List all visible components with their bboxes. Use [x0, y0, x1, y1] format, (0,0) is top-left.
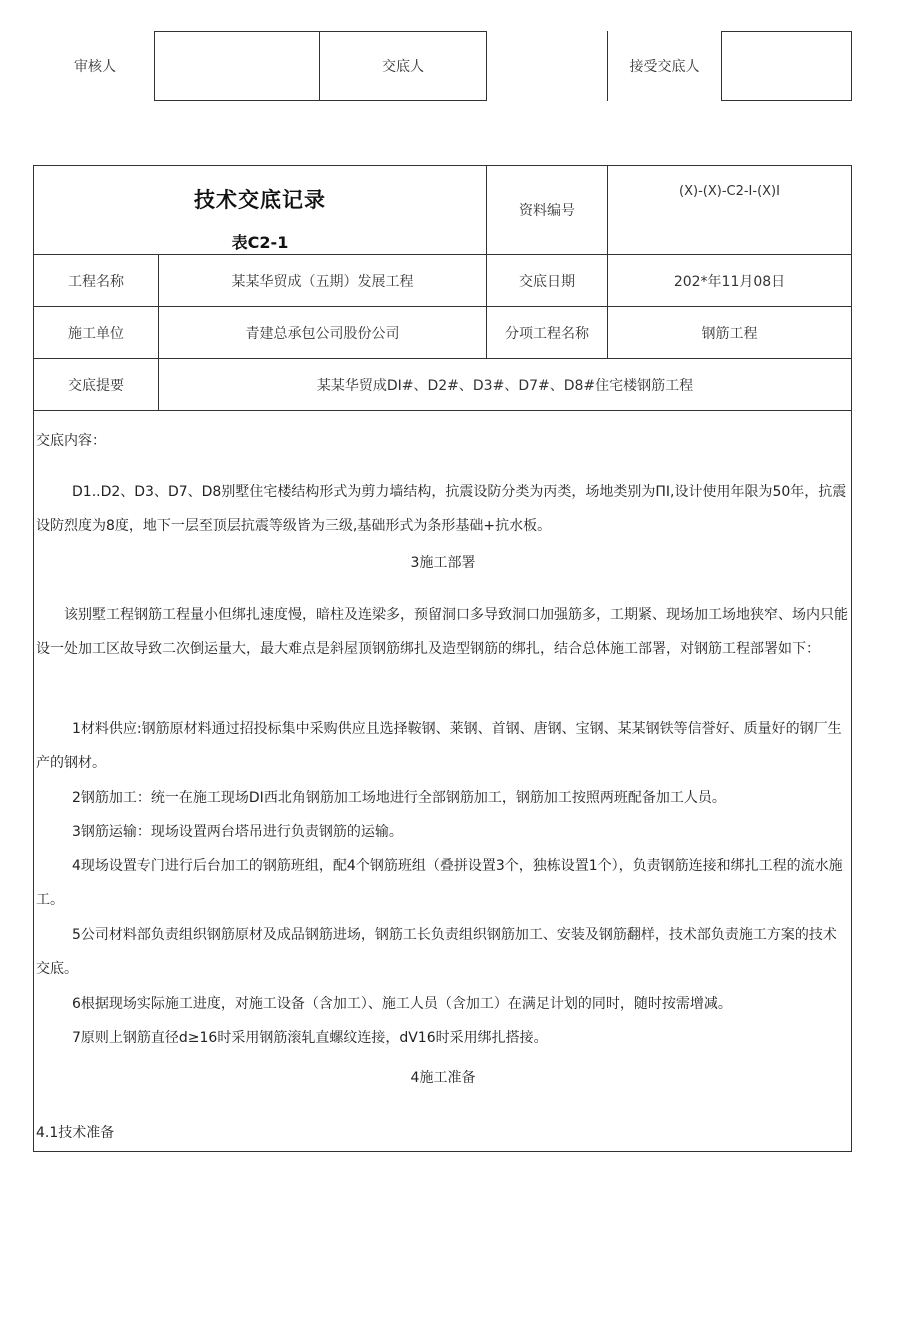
list-item: 3钢筋运输：现场设置两台塔吊进行负责钢筋的运输。	[72, 824, 403, 840]
section-4-title: 4施工准备	[410, 1070, 476, 1086]
summary-label: 交底提要	[68, 377, 124, 394]
list-item: 1材料供应:钢筋原材料通过招投标集中采购供应且选择鞍钢、莱钢、首钢、唐钢、宝钢、某某钢铁等信誉好、质量好的钢厂生产的钢材。	[36, 721, 842, 771]
reviewer-label: 审核人	[74, 59, 116, 75]
date-label: 交底日期	[519, 273, 575, 290]
project-name-value: 某某华贸成（五期）发展工程	[231, 273, 414, 290]
section-4-1-title: 4.1技术准备	[36, 1125, 115, 1141]
list-item: 7原则上钢筋直径d≥16时采用钢筋滚轧直螺纹连接，dV16时采用绑扎搭接。	[72, 1030, 548, 1046]
subproject-label: 分项工程名称	[505, 325, 589, 342]
list-item: 2钢筋加工：统一在施工现场DI西北角钢筋加工场地进行全部钢筋加工，钢筋加工按照两班配备加工人员。	[72, 790, 726, 806]
unit-value: 青建总承包公司股份公司	[245, 325, 400, 342]
receiver-signature-box[interactable]	[722, 32, 851, 100]
record-title: 技术交底记录	[194, 188, 326, 212]
form-number: 表C2-1	[231, 233, 289, 252]
doc-no-label: 资料编号	[519, 203, 575, 219]
date-value: 202*年11月08日	[673, 273, 786, 290]
discloser-label: 交底人	[382, 59, 424, 75]
content-heading: 交底内容：	[36, 433, 106, 449]
list-item: 4现场设置专门进行后台加工的钢筋班组，配4个钢筋班组（叠拼设置3个，独栋设置1个），负责钢筋连接和绑扎工程的流水施工。	[36, 858, 843, 908]
section-3-title: 3施工部署	[410, 555, 476, 571]
list-item: 6根据现场实际施工进度，对施工设备（含加工）、施工人员（含加工）在满足计划的同时，随时按需增减。	[72, 996, 732, 1012]
record-title-block	[34, 166, 486, 254]
intro-paragraph: D1..D2、D3、D7、D8别墅住宅楼结构形式为剪力墙结构，抗震设防分类为丙类，场地类别为ΠI,设计使用年限为50年，抗震设防烈度为8度，地下一层至顶层抗震等级皆为三级,基础形式为条形基础+抗水板。	[36, 484, 847, 534]
unit-label: 施工单位	[68, 325, 124, 342]
doc-no-value: (X)-(X)-C2-I-(X)I	[679, 184, 780, 199]
discloser-signature-box[interactable]	[487, 32, 607, 100]
section-3-intro: 该别墅工程钢筋工程量小但绑扎速度慢，暗柱及连梁多，预留洞口多导致洞口加强筋多，工期紧、现场加工场地狭窄、场内只能设一处加工区故导致二次倒运量大，最大难点是斜屋顶钢筋绑扎及造型钢筋的绑扎，结合总体施工部署，对钢筋工程部署如下：	[36, 607, 848, 657]
subproject-value: 钢筋工程	[701, 325, 758, 342]
reviewer-signature-box[interactable]	[155, 32, 319, 100]
project-name-label: 工程名称	[68, 273, 124, 290]
receiver-label: 接受交底人	[629, 59, 700, 75]
summary-value: 某某华贸成DI#、D2#、D3#、D7#、D8#住宅楼钢筋工程	[316, 377, 694, 394]
list-item: 5公司材料部负责组织钢筋原材及成品钢筋进场，钢筋工长负责组织钢筋加工、安装及钢筋翻样，技术部负责施工方案的技术交底。	[36, 927, 837, 977]
